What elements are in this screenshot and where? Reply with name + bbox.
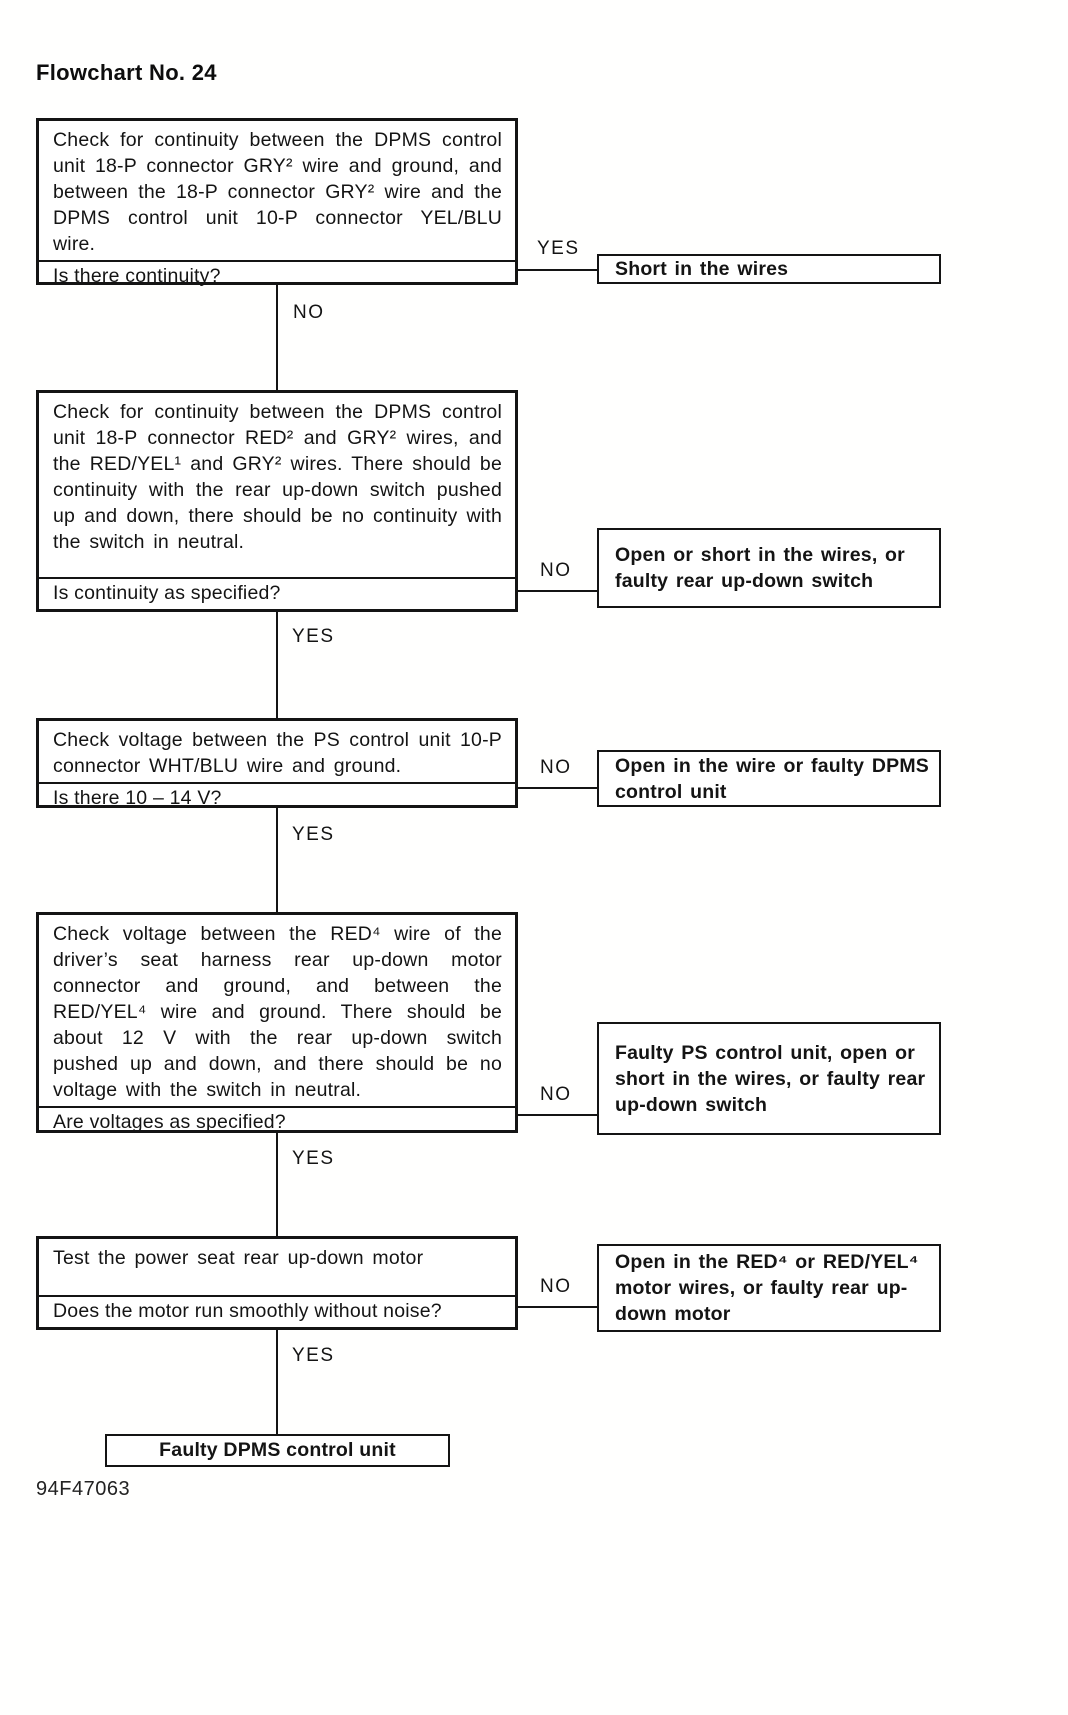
down-label-yes-3: YES: [292, 824, 335, 845]
result-box-4: Faulty PS control unit, open or short in the wires, or faulty rear up-down switch: [597, 1022, 941, 1135]
branch-label-no-2: NO: [540, 560, 572, 581]
check-text-3: Check voltage between the PS control unit 10-P connector WHT/BLU wire and ground.: [53, 729, 502, 777]
down-line-5: [276, 1330, 278, 1434]
branch-line-5: [518, 1306, 597, 1308]
down-label-yes-2: YES: [292, 626, 335, 647]
branch-label-no-3: NO: [540, 757, 572, 778]
question-5: Does the motor run smoothly without noise?: [39, 1295, 515, 1327]
down-label-yes-5: YES: [292, 1345, 335, 1366]
check-text-2: Check for continuity between the DPMS control unit 18-P connector RED² and GRY² wires, and the RED/YEL¹ and GRY² wires. There should be continuity with the rear up-down switch pushed up and down, there should be no continuity with the switch in neutral.: [53, 401, 502, 553]
down-line-1: [276, 285, 278, 390]
final-result-box: Faulty DPMS control unit: [105, 1434, 450, 1467]
check-box-5: [36, 1236, 518, 1330]
result-box-2: Open or short in the wires, or faulty rear up-down switch: [597, 528, 941, 608]
check-box-2: [36, 390, 518, 612]
check-text-1: Check for continuity between the DPMS control unit 18-P connector GRY² wire and ground, and between the 18-P connector GRY² wire and the DPMS control unit 10-P connector YEL/BLU wire.: [53, 129, 502, 255]
branch-line-2: [518, 590, 597, 592]
question-2: Is continuity as specified?: [39, 577, 515, 609]
down-line-4: [276, 1133, 278, 1236]
branch-label-yes-1: YES: [537, 238, 580, 259]
down-label-yes-4: YES: [292, 1148, 335, 1169]
down-line-2: [276, 612, 278, 718]
check-box-4: [36, 912, 518, 1133]
check-box-1: [36, 118, 518, 285]
document-code: 94F47063: [36, 1478, 131, 1500]
branch-label-no-5: NO: [540, 1276, 572, 1297]
check-text-5: Test the power seat rear up-down motor: [53, 1247, 424, 1269]
question-1: Is there continuity?: [39, 260, 515, 292]
result-box-3: Open in the wire or faulty DPMS control unit: [597, 750, 941, 807]
branch-line-4: [518, 1114, 597, 1116]
check-box-3: [36, 718, 518, 808]
branch-label-no-4: NO: [540, 1084, 572, 1105]
branch-line-3: [518, 787, 597, 789]
question-3: Is there 10 – 14 V?: [39, 782, 515, 814]
result-box-5: Open in the RED⁴ or RED/YEL⁴ motor wires, or faulty rear up-down motor: [597, 1244, 941, 1332]
down-label-no-1: NO: [293, 302, 325, 323]
down-line-3: [276, 808, 278, 912]
branch-line-1: [518, 269, 597, 271]
result-box-1: Short in the wires: [597, 254, 941, 284]
question-4: Are voltages as specified?: [39, 1106, 515, 1138]
check-text-4: Check voltage between the RED⁴ wire of the driver’s seat harness rear up-down motor connector and ground, and between the RED/YEL⁴ wire and ground. There should be about 12 V with the rear up-down switch pushed up and down, and there should be no voltage with the switch in neutral.: [53, 923, 502, 1101]
page-title: Flowchart No. 24: [36, 60, 217, 85]
